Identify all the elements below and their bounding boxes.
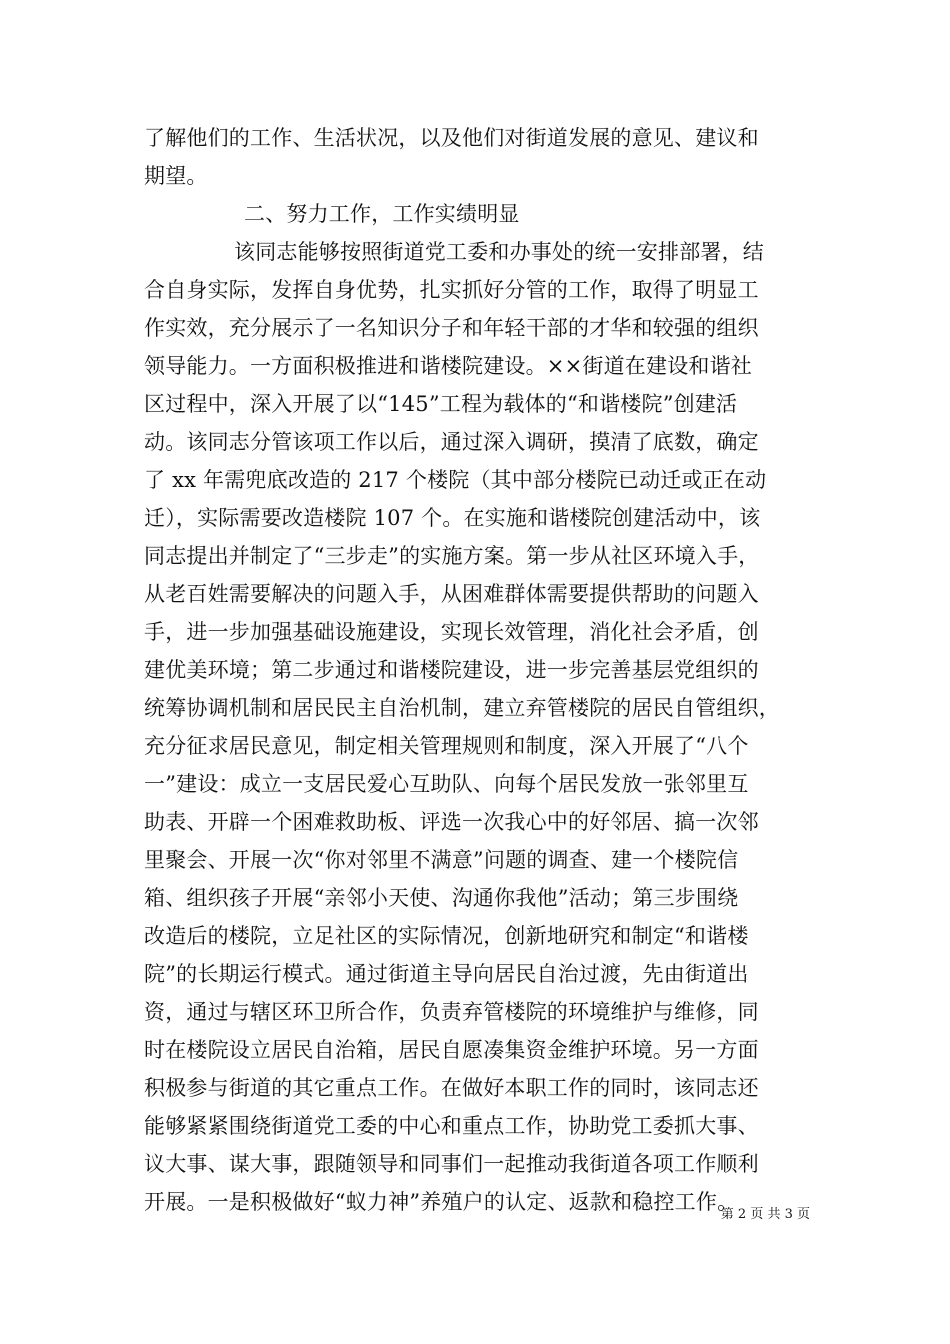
section-heading: 二、努力工作，工作实绩明显 [244, 202, 520, 226]
text-line: 领导能力。一方面积极推进和谐楼院建设。××街道在建设和谐社 [144, 354, 752, 378]
text-line: 合自身实际，发挥自身优势，扎实抓好分管的工作，取得了明显工 [144, 278, 759, 302]
text-line: 手，进一步加强基础设施建设，实现长效管理，消化社会矛盾，创 [144, 620, 759, 644]
text-line: 助表、开辟一个困难救助板、评选一次我心中的好邻居、搞一次邻 [144, 810, 759, 834]
text-line: 资，通过与辖区环卫所合作，负责弃管楼院的环境维护与维修，同 [144, 1000, 759, 1024]
text-line: 议大事、谋大事，跟随领导和同事们一起推动我街道各项工作顺利 [144, 1152, 759, 1176]
text-line: 开展。一是积极做好“蚁力神”养殖户的认定、返款和稳控工作。 [144, 1190, 739, 1214]
text-line: 一”建设：成立一支居民爱心互助队、向每个居民发放一张邻里互 [144, 772, 749, 796]
page-number: 第 2 页 共 3 页 [720, 1207, 810, 1222]
text-line: 积极参与街道的其它重点工作。在做好本职工作的同时，该同志还 [144, 1076, 759, 1100]
text-line: 期望。 [144, 164, 208, 188]
text-line: 建优美环境；第二步通过和谐楼院建设，进一步完善基层党组织的 [144, 658, 759, 682]
text-line: 动。该同志分管该项工作以后，通过深入调研，摸清了底数，确定 [144, 430, 759, 454]
text-line: 了解他们的工作、生活状况，以及他们对街道发展的意见、建议和 [144, 126, 759, 150]
text-line: 充分征求居民意见，制定相关管理规则和制度，深入开展了“八个 [144, 734, 749, 758]
text-line: 能够紧紧围绕街道党工委的中心和重点工作，协助党工委抓大事、 [144, 1114, 759, 1138]
text-line: 院”的长期运行模式。通过街道主导向居民自治过渡，先由街道出 [144, 962, 749, 986]
text-line: 改造后的楼院，立足社区的实际情况，创新地研究和制定“和谐楼 [144, 924, 749, 948]
text-line: 了 xx 年需兜底改造的 217 个楼院（其中部分楼院已动迁或正在动 [144, 468, 767, 492]
text-line: 作实效，充分展示了一名知识分子和年轻干部的才华和较强的组织 [144, 316, 759, 340]
text-line: 里聚会、开展一次“你对邻里不满意”问题的调查、建一个楼院信 [144, 848, 739, 872]
text-line: 统筹协调机制和居民民主自治机制，建立弃管楼院的居民自管组织， [144, 696, 780, 720]
text-line: 迁），实际需要改造楼院 107 个。在实施和谐楼院创建活动中，该 [144, 506, 761, 530]
text-line: 箱、组织孩子开展“亲邻小天使、沟通你我他”活动；第三步围绕 [144, 886, 739, 910]
text-line: 从老百姓需要解决的问题入手，从困难群体需要提供帮助的问题入 [144, 582, 759, 606]
text-line: 同志提出并制定了“三步走”的实施方案。第一步从社区环境入手， [144, 544, 760, 568]
text-line: 区过程中，深入开展了以“145”工程为载体的“和谐楼院”创建活 [144, 392, 738, 416]
text-line: 时在楼院设立居民自治箱，居民自愿凑集资金维护环境。另一方面 [144, 1038, 759, 1062]
text-line: 该同志能够按照街道党工委和办事处的统一安排部署，结 [234, 240, 764, 264]
